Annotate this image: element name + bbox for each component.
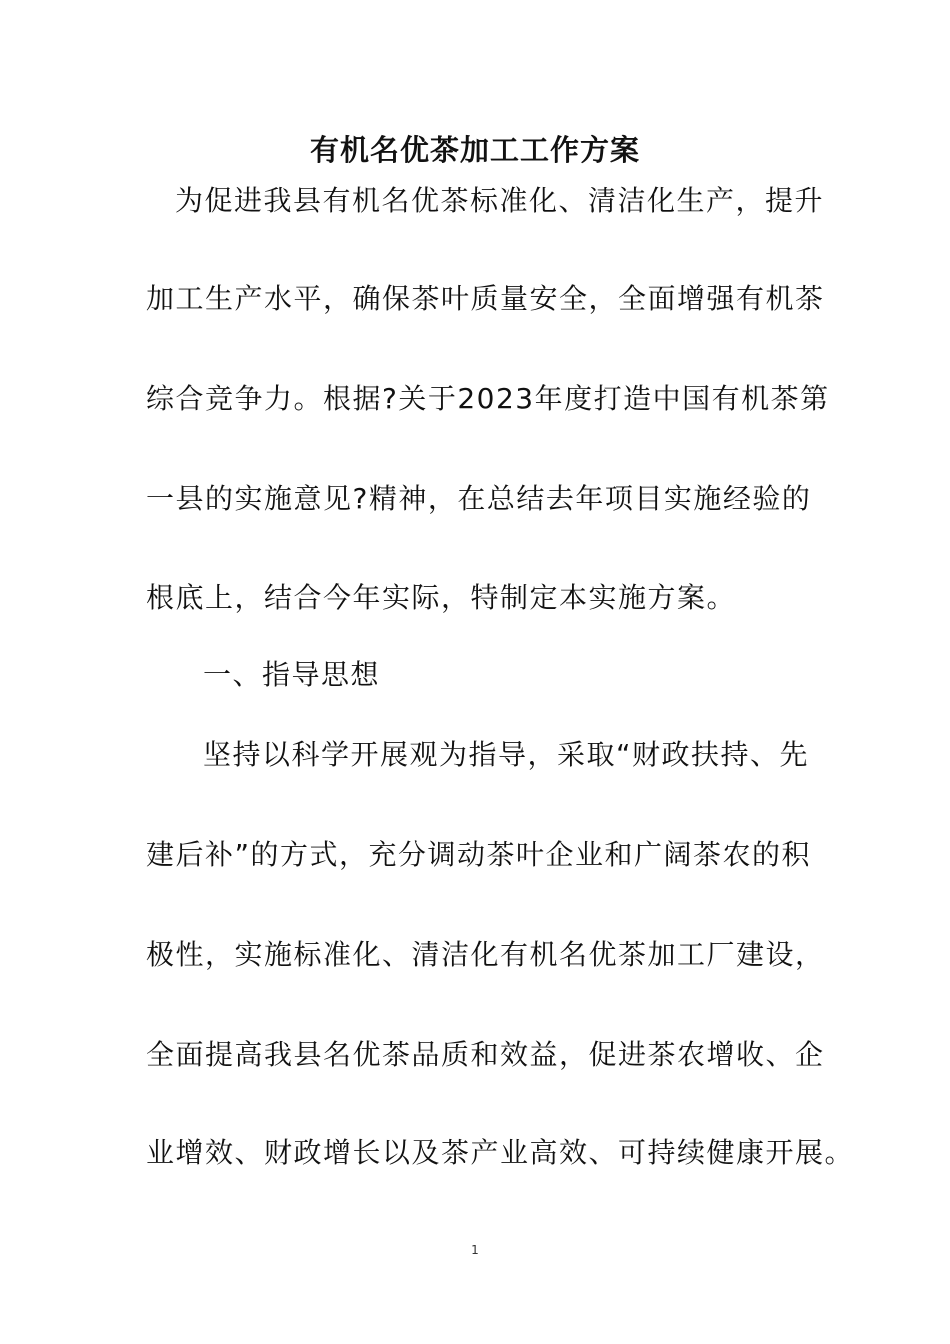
paragraph-line: 全面提高我县名优茶品质和效益，促进茶农增收、企 [146, 1038, 825, 1071]
paragraph-line: 综合竞争力。根据?关于2023年度打造中国有机茶第 [146, 382, 830, 415]
paragraph-line: 极性，实施标准化、清洁化有机名优茶加工厂建设， [146, 938, 825, 971]
paragraph-line: 一县的实施意见?精神，在总结去年项目实施经验的 [146, 482, 812, 515]
paragraph-line: 加工生产水平，确保茶叶质量安全，全面增强有机茶 [146, 282, 825, 315]
paragraph-line: 坚持以科学开展观为指导，采取“财政扶持、先 [203, 738, 810, 771]
page-number: 1 [471, 1243, 479, 1257]
document-title: 有机名优茶加工工作方案 [309, 133, 640, 167]
paragraph-line: 业增效、财政增长以及茶产业高效、可持续健康开展。 [146, 1136, 855, 1169]
paragraph-line: 建后补”的方式，充分调动茶叶企业和广阔茶农的积 [146, 838, 812, 871]
section-heading: 一、指导思想 [203, 658, 381, 691]
paragraph-line: 根底上，结合今年实际，特制定本实施方案。 [146, 581, 737, 614]
paragraph-line: 为促进我县有机名优茶标准化、清洁化生产，提升 [175, 184, 825, 217]
